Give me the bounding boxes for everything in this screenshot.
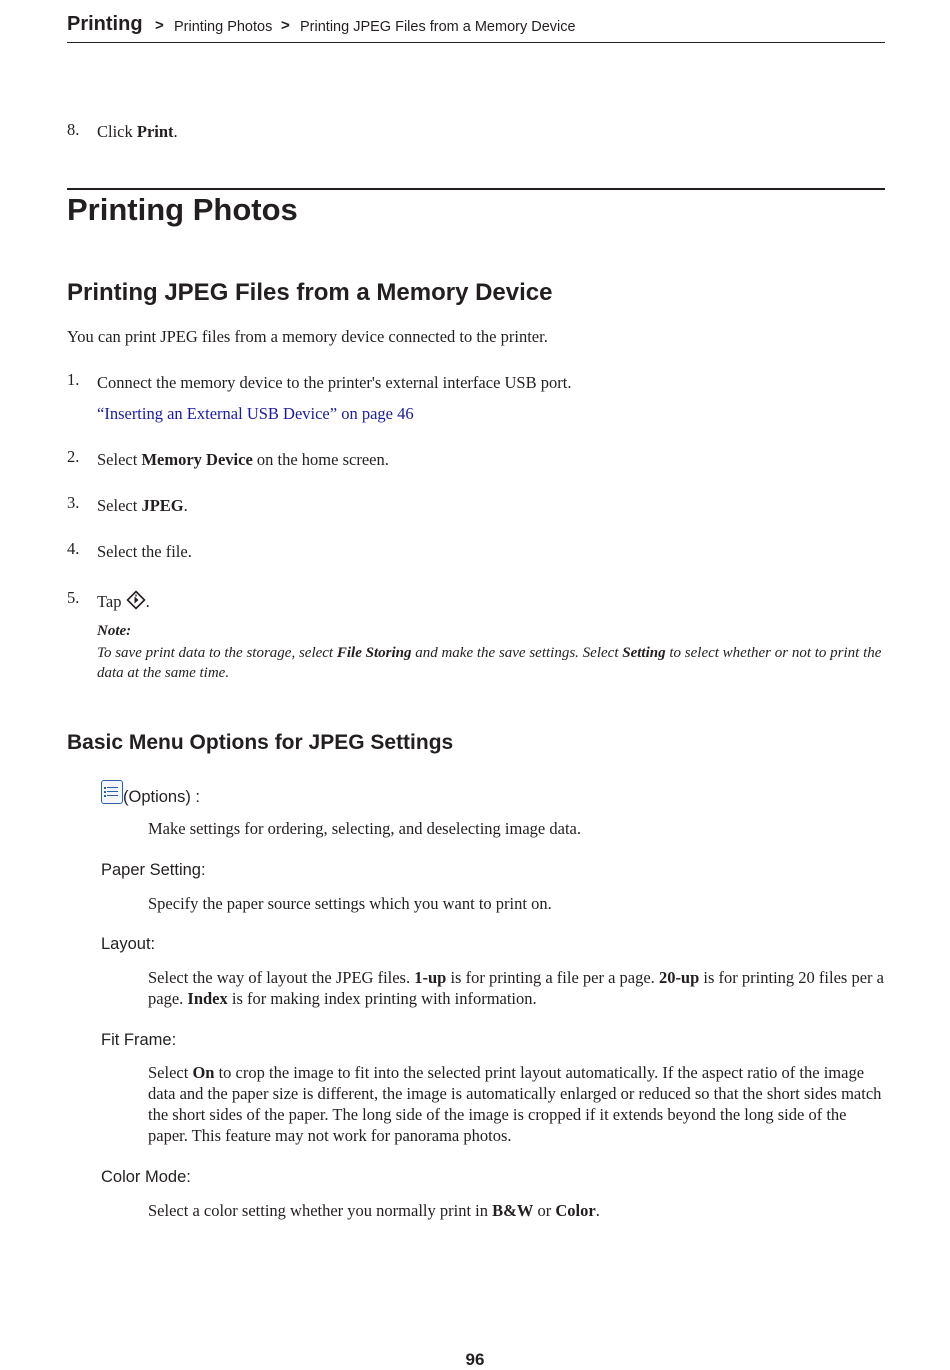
- section-rule: [67, 188, 885, 190]
- breadcrumb-item-printing-photos[interactable]: Printing Photos: [174, 19, 273, 35]
- subsection-title: Printing JPEG Files from a Memory Device: [67, 279, 553, 306]
- step-number: 2.: [67, 447, 80, 466]
- step-4-text: Select the file.: [97, 542, 192, 561]
- options-description: Make settings for ordering, selecting, and deselecting image data.: [148, 819, 581, 838]
- breadcrumb-separator: >: [281, 17, 290, 34]
- paper-setting-term: Paper Setting:: [101, 861, 206, 879]
- fit-frame-term: Fit Frame:: [101, 1031, 177, 1049]
- intro-paragraph: You can print JPEG files from a memory device connected to the printer.: [67, 327, 548, 346]
- breadcrumb: [67, 12, 885, 43]
- setting-term: Setting: [622, 645, 666, 661]
- options-list-icon: [101, 780, 123, 804]
- layout-term: Layout:: [101, 935, 156, 953]
- step-3-text: Select JPEG.: [97, 496, 188, 515]
- step-number: 1.: [67, 370, 80, 389]
- note-label: Note:: [97, 623, 132, 639]
- fit-frame-description: Select On to crop the image to fit into the selected print layout automatically. If the aspect ratio of the image data and the paper size is different, the image is automatically enlarged or reduced so that the short sides match the short sides of the paper. The long side of the image is cropped if it extends beyond the long side of the paper. This feature may not work for panorama photos.: [148, 1063, 882, 1145]
- layout-description: Select the way of layout the JPEG files. 1-up is for printing a file per a page. 20-up is for printing 20 files per a page. Index is for making index printing with information.: [148, 968, 884, 1008]
- step-2-text: Select Memory Device on the home screen.: [97, 450, 389, 469]
- start-button-icon: [126, 590, 146, 610]
- print-term: Print: [136, 122, 174, 141]
- jpeg-term: JPEG: [141, 496, 184, 515]
- memory-device-term: Memory Device: [141, 450, 253, 469]
- menu-options-title: Basic Menu Options for JPEG Settings: [67, 731, 454, 754]
- step-number: 3.: [67, 493, 80, 512]
- step-number: 8.: [67, 120, 80, 139]
- step-8-text: Click Print.: [97, 122, 178, 141]
- paper-setting-description: Specify the paper source settings which you want to print on.: [148, 894, 552, 913]
- color-mode-term: Color Mode:: [101, 1168, 191, 1186]
- section-title: Printing Photos: [67, 192, 298, 227]
- note-text: To save print data to the storage, select File Storing and make the save settings. Select Setting to select whether or not to print the data at the same time.: [97, 645, 882, 681]
- file-storing-term: File Storing: [336, 645, 412, 661]
- step-number: 5.: [67, 588, 80, 607]
- usb-device-link[interactable]: “Inserting an External USB Device” on page 46: [97, 404, 414, 423]
- step-1-text: Connect the memory device to the printer's external interface USB port.: [97, 373, 572, 392]
- breadcrumb-item-current: Printing JPEG Files from a Memory Device: [300, 19, 576, 35]
- page-number: 96: [465, 1350, 485, 1369]
- step-5-text: Tap .: [97, 592, 150, 611]
- step-number: 4.: [67, 539, 80, 558]
- breadcrumb-root: Printing: [67, 13, 143, 35]
- breadcrumb-separator: >: [155, 17, 164, 34]
- color-mode-description: Select a color setting whether you normally print in B&W or Color.: [148, 1201, 600, 1220]
- options-term: (Options) :: [101, 780, 200, 807]
